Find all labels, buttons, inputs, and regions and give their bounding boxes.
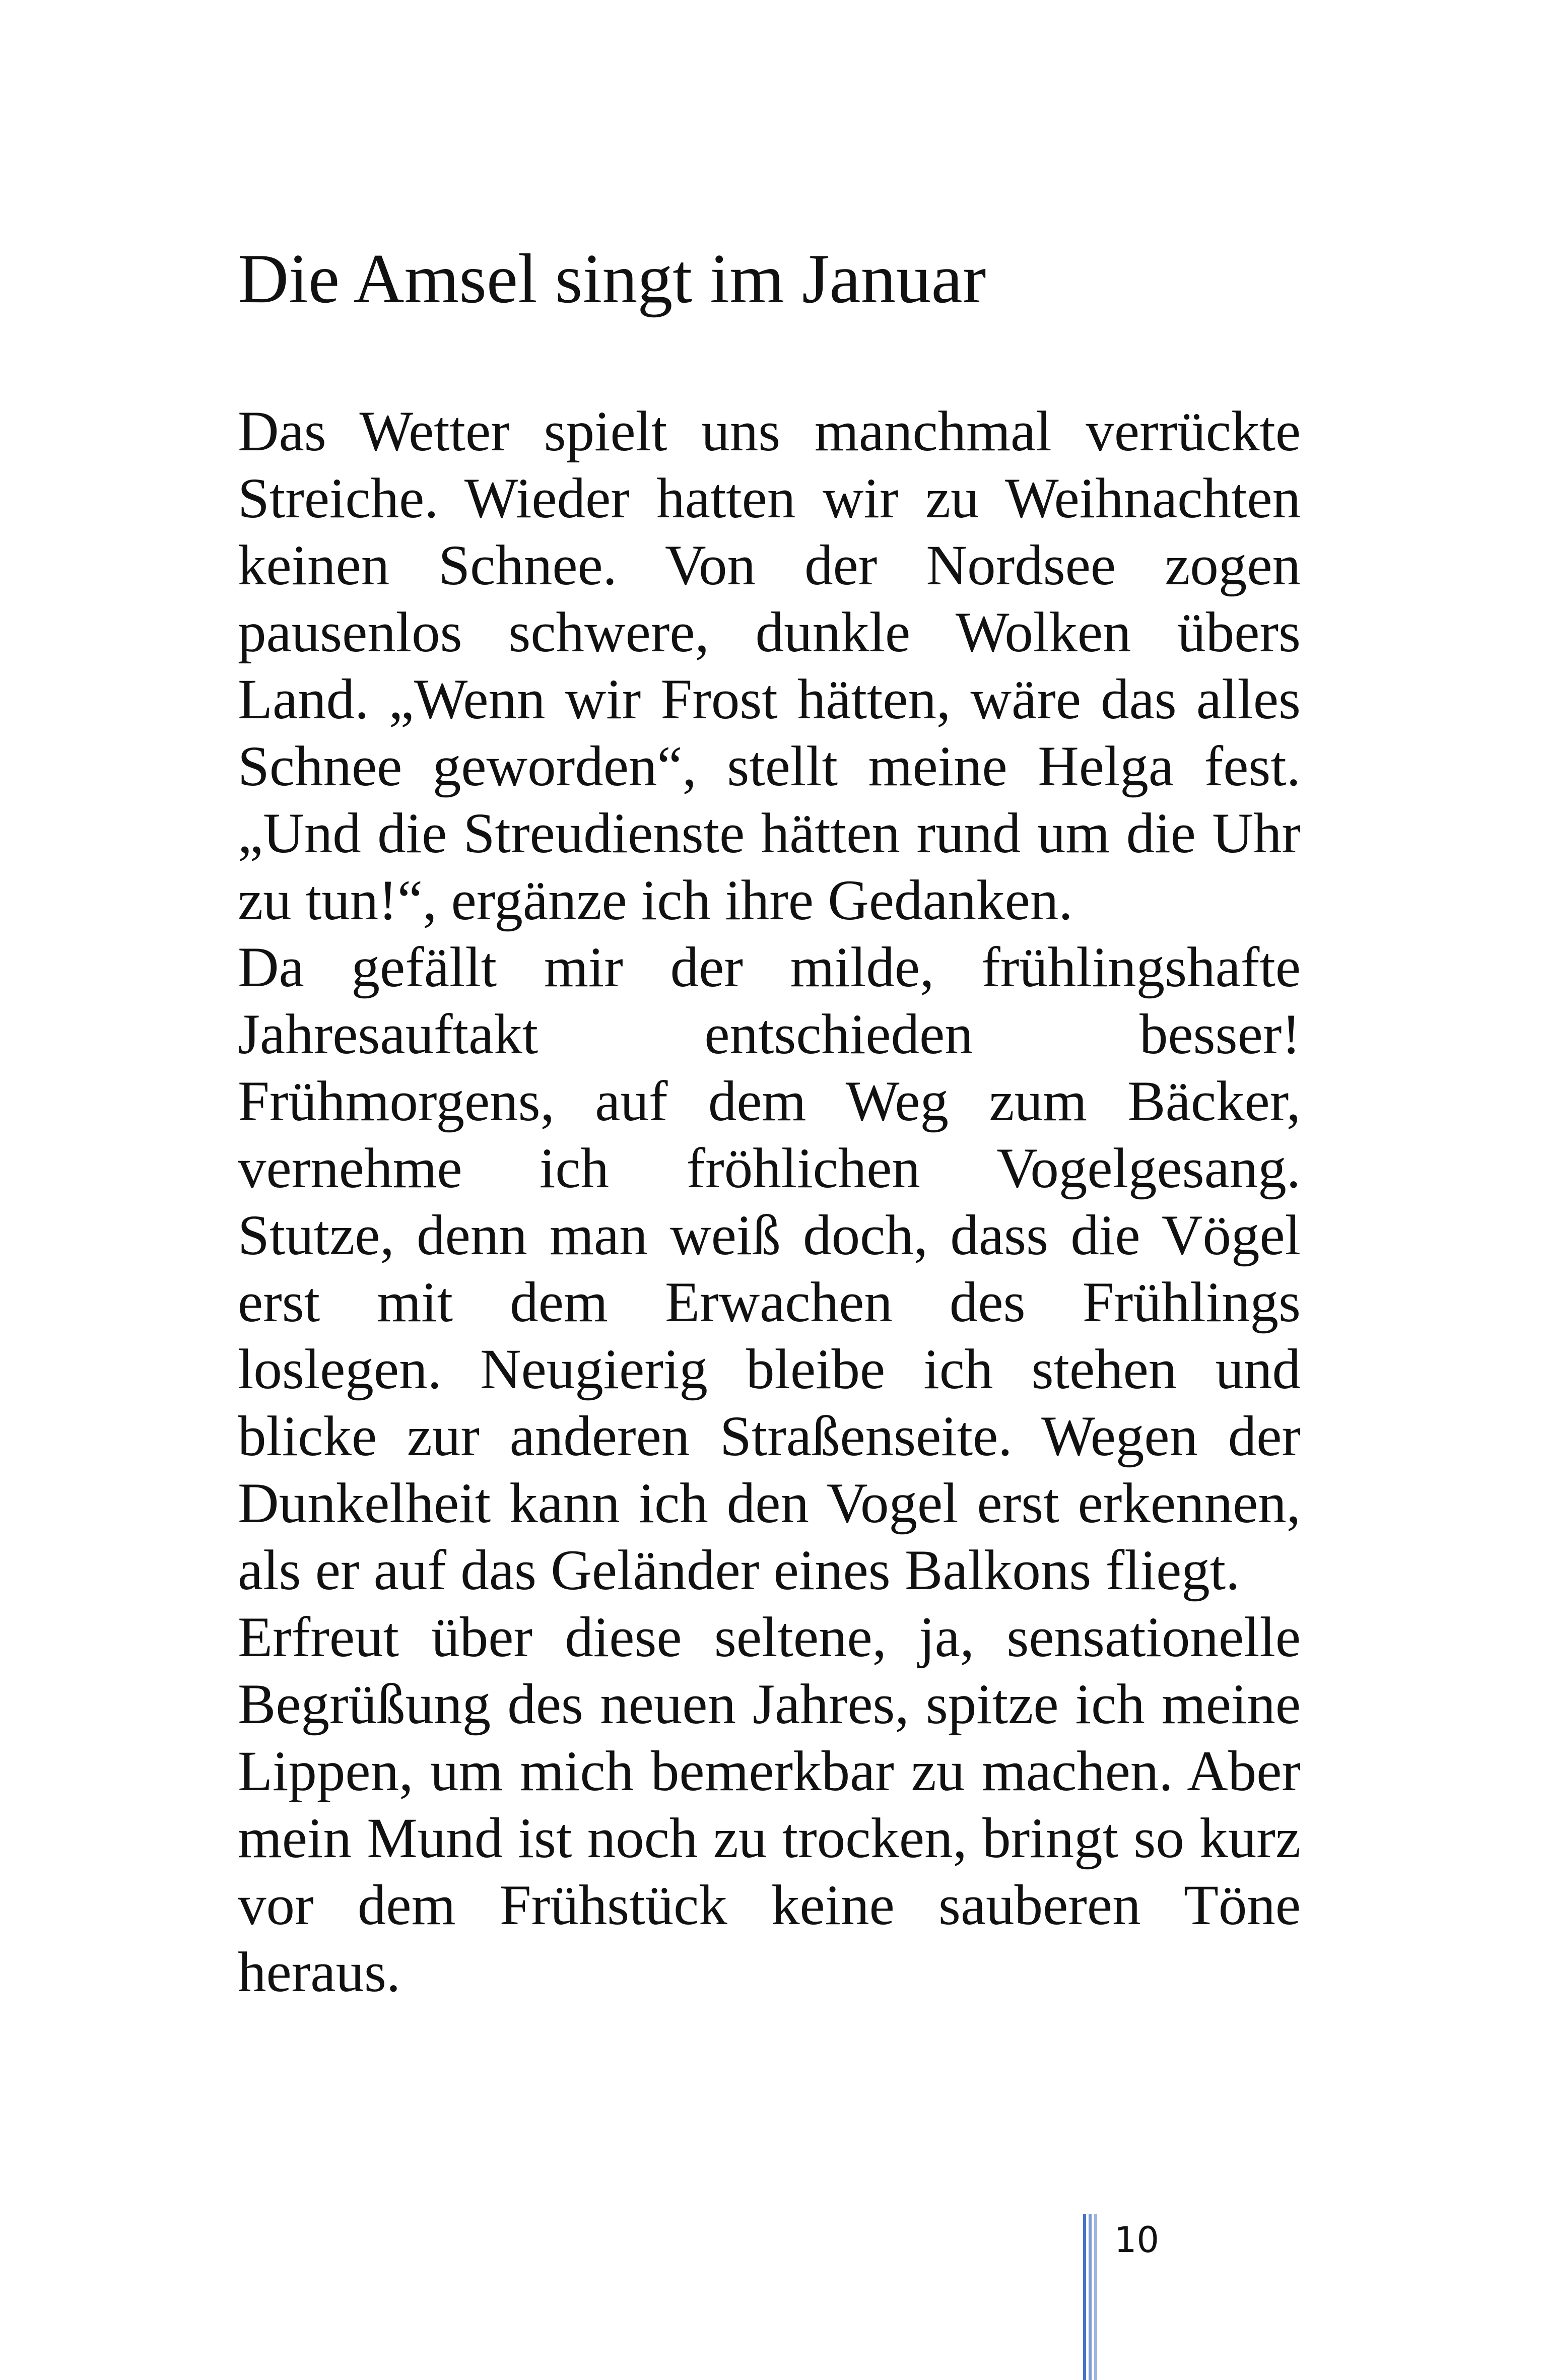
text-line: Schnee geworden“, stellt meine Helga fest. — [238, 735, 1301, 798]
text-line: Frühmorgens, auf dem Weg zum Bäcker, — [238, 1070, 1301, 1133]
page-rule-line — [1083, 2214, 1086, 2380]
text-line: Streiche. Wieder hatten wir zu Weihnachten — [238, 467, 1301, 530]
page-footer — [1083, 2214, 1184, 2380]
text-line: Jahresauftakt entschieden besser! — [238, 1003, 1301, 1066]
text-line: Stutze, denn man weiß doch, dass die Vögel — [238, 1204, 1301, 1267]
text-line: Da gefällt mir der milde, frühlingshafte — [238, 936, 1301, 999]
chapter-title: Die Amsel singt im Januar — [238, 240, 986, 318]
text-line: blicke zur anderen Straßenseite. Wegen der — [238, 1405, 1301, 1468]
page-rule-line — [1094, 2214, 1097, 2380]
text-line: heraus. — [238, 1941, 401, 2004]
text-line: zu tun!“, ergänze ich ihre Gedanken. — [238, 869, 1073, 932]
text-line: vor dem Frühstück keine sauberen Töne — [238, 1874, 1301, 1937]
page-rule-line — [1089, 2214, 1092, 2380]
text-line: Erfreut über diese seltene, ja, sensationelle — [238, 1606, 1301, 1669]
text-line: keinen Schnee. Von der Nordsee zogen — [238, 534, 1301, 597]
text-line: Das Wetter spielt uns manchmal verrückte — [238, 400, 1301, 463]
page-number: 10 — [1114, 2219, 1160, 2261]
text-line: vernehme ich fröhlichen Vogelgesang. — [238, 1137, 1301, 1200]
text-line: Land. „Wenn wir Frost hätten, wäre das alles — [238, 668, 1301, 731]
text-line: loslegen. Neugierig bleibe ich stehen und — [238, 1338, 1301, 1401]
text-line: Dunkelheit kann ich den Vogel erst erkennen, — [238, 1472, 1301, 1535]
text-line: Begrüßung des neuen Jahres, spitze ich meine — [238, 1673, 1301, 1736]
text-line: als er auf das Geländer eines Balkons fliegt. — [238, 1539, 1240, 1602]
text-line: erst mit dem Erwachen des Frühlings — [238, 1271, 1301, 1334]
text-line: pausenlos schwere, dunkle Wolken übers — [238, 601, 1301, 664]
body-text — [238, 398, 1301, 2006]
text-line: Lippen, um mich bemerkbar zu machen. Aber — [238, 1740, 1301, 1803]
text-line: „Und die Streudienste hätten rund um die Uhr — [238, 802, 1301, 865]
text-line: mein Mund ist noch zu trocken, bringt so kurz — [238, 1807, 1301, 1870]
